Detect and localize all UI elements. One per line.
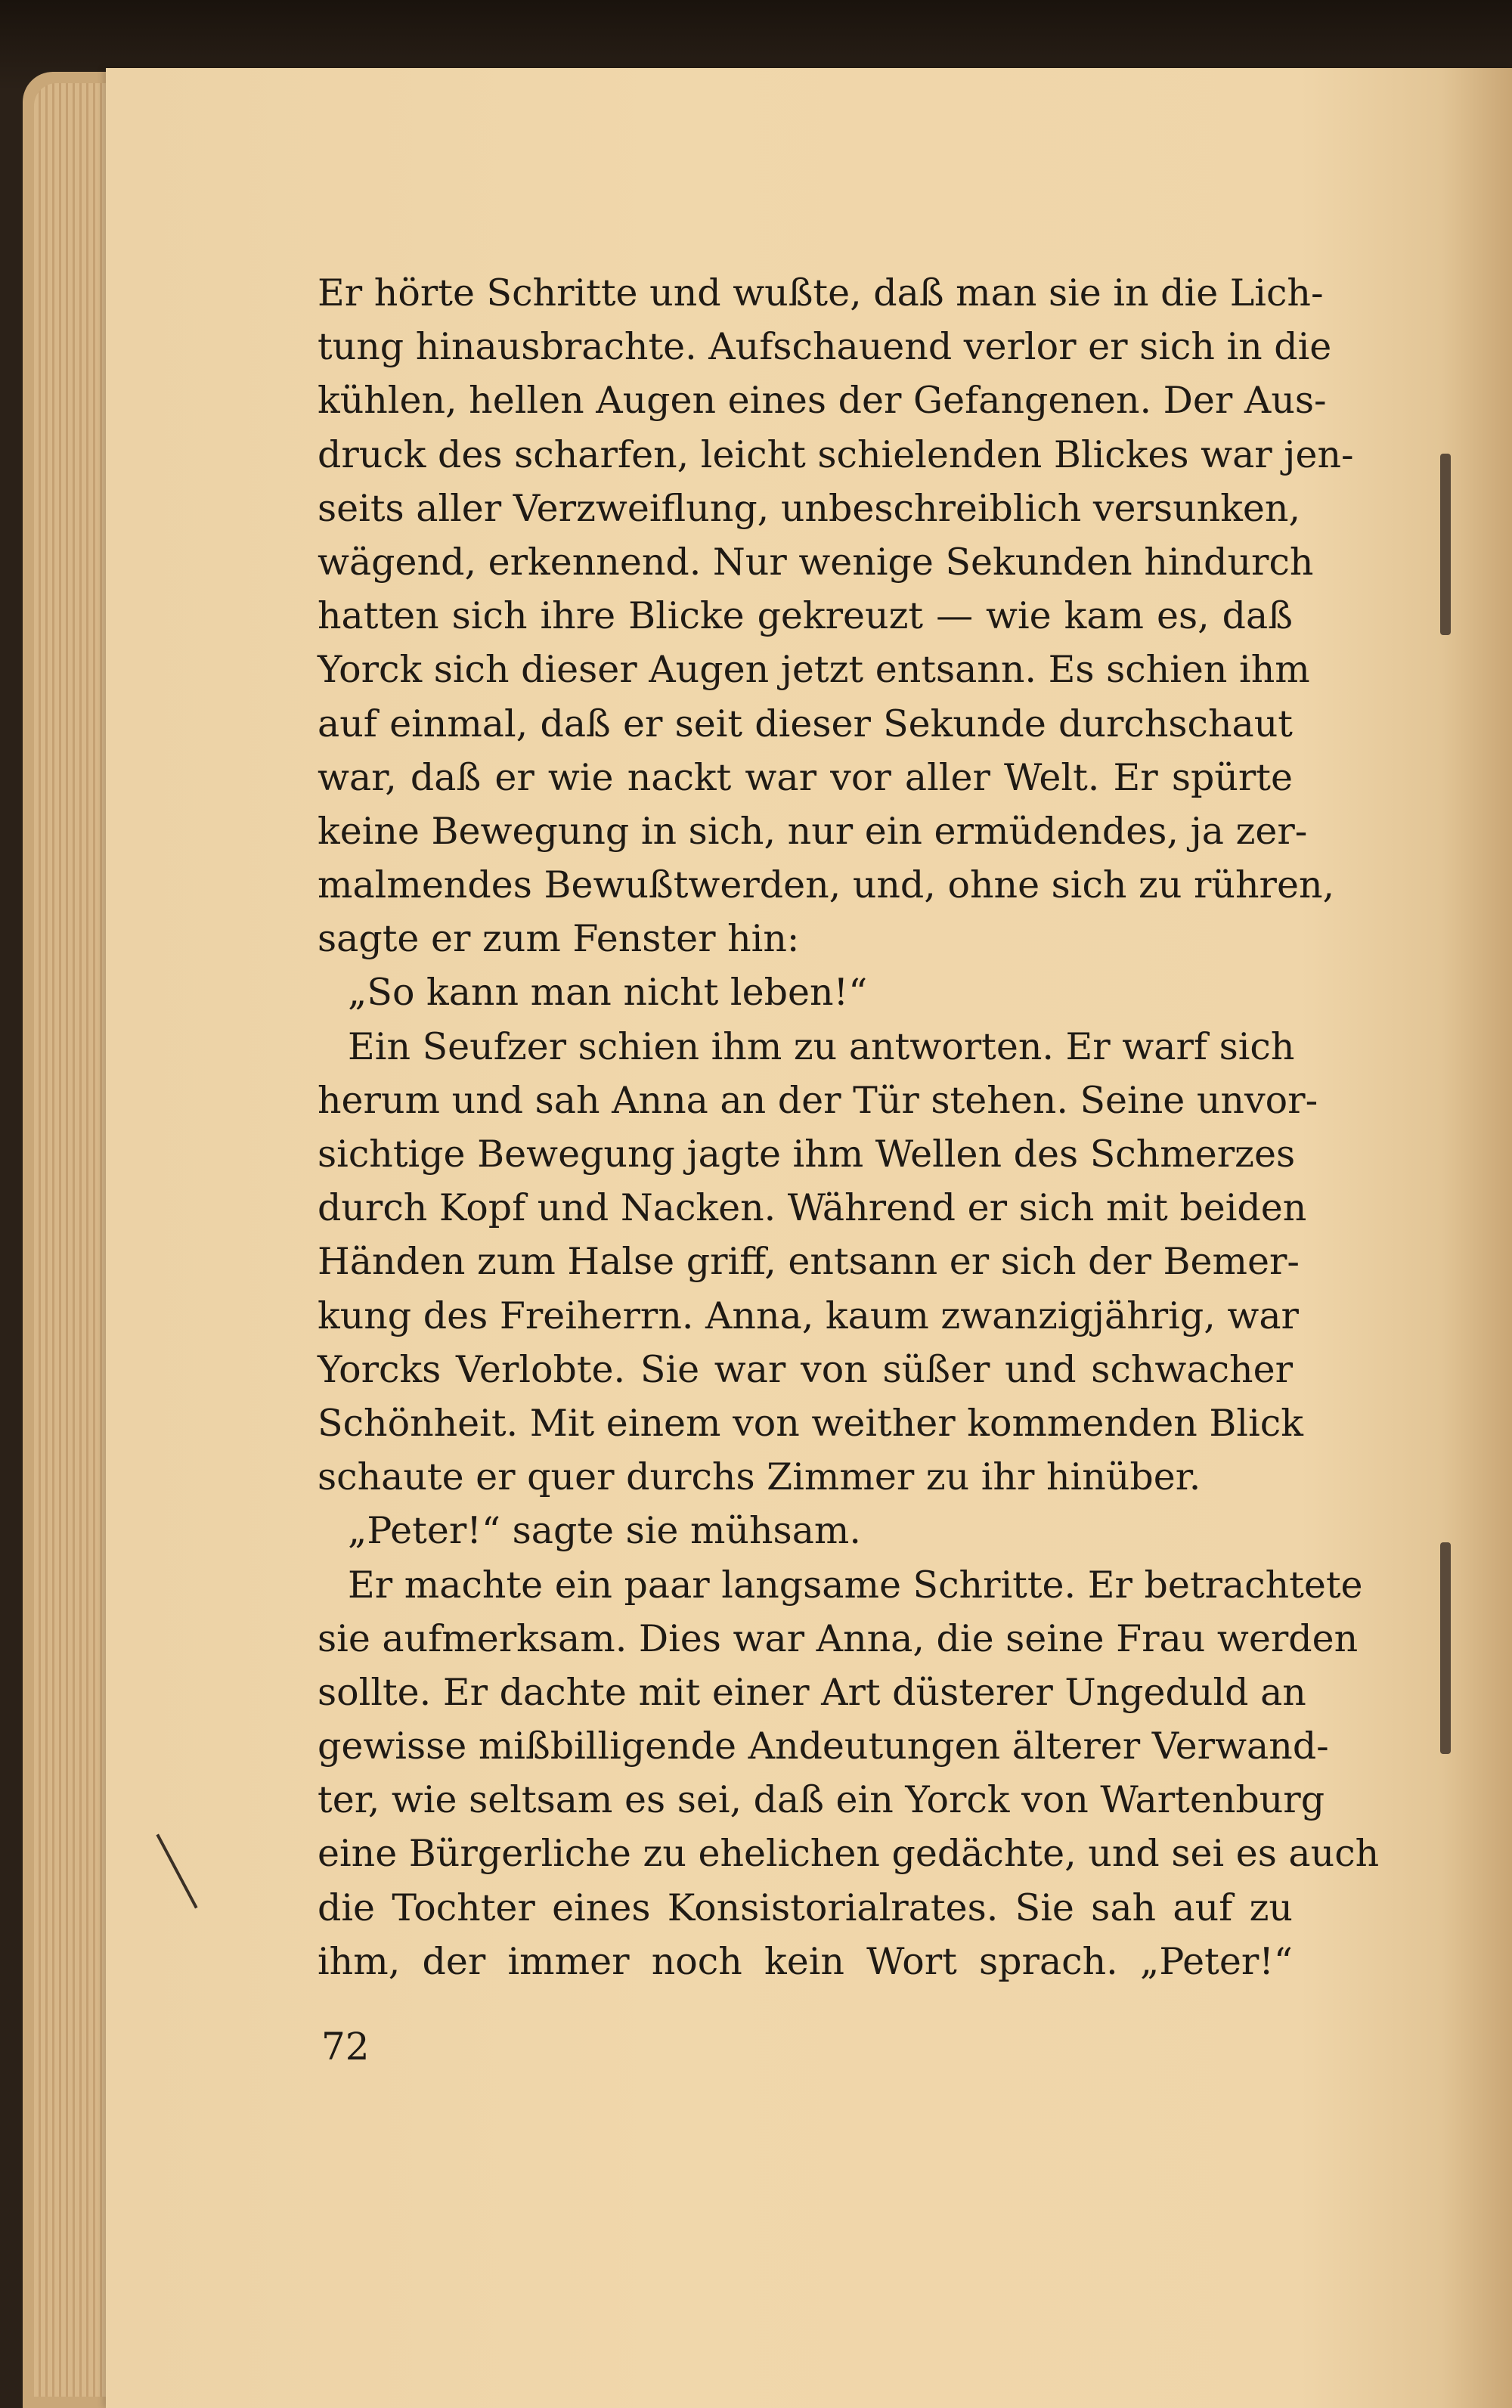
text-line: druck des scharfen, leicht schielenden Blickes war jen- [318, 432, 1354, 476]
text-line: gewisse mißbilligende Andeutungen älterer Verwand- [318, 1725, 1329, 1768]
text-line: tung hinausbrachte. Aufschauend verlor er sich in die [318, 325, 1332, 369]
text-line: seits aller Verzweiflung, unbeschreiblich versunken, [318, 486, 1301, 530]
text-line: ter, wie seltsam es sei, daß ein Yorck von Wartenburg [318, 1778, 1325, 1822]
text-line: schaute er quer durchs Zimmer zu ihr hinüber. [318, 1455, 1201, 1499]
text-line: die Tochter eines Konsistorialrates. Sie sah auf zu [318, 1886, 1293, 1929]
text-line: sollte. Er dachte mit einer Art düsterer Ungeduld an [318, 1670, 1306, 1714]
text-line: Schönheit. Mit einem von weither kommenden Blick [318, 1401, 1303, 1445]
text-line: herum und sah Anna an der Tür stehen. Seine unvor- [318, 1078, 1318, 1122]
text-line: sichtige Bewegung jagte ihm Wellen des Schmerzes [318, 1133, 1296, 1176]
body-text [318, 266, 1380, 1988]
text-line: sie aufmerksam. Dies war Anna, die seine Frau werden [318, 1616, 1359, 1660]
text-line: durch Kopf und Nacken. Während er sich mit beiden [318, 1186, 1307, 1230]
text-line: kung des Freiherrn. Anna, kaum zwanzigjährig, war [318, 1294, 1299, 1337]
text-line: Händen zum Halse griff, entsann er sich der Bemer- [318, 1240, 1300, 1284]
text-line: hatten sich ihre Blicke gekreuzt — wie kam es, daß [318, 594, 1293, 638]
text-line: keine Bewegung in sich, nur ein ermüdendes, ja zer- [318, 809, 1308, 853]
text-line: war, daß er wie nackt war vor aller Welt. Er spürte [318, 755, 1293, 799]
text-line: Yorck sich dieser Augen jetzt entsann. Es schien ihm [318, 648, 1310, 692]
text-line: „Peter!“ sagte sie mühsam. [348, 1509, 861, 1553]
text-line: Yorcks Verlobte. Sie war von süßer und schwacher [318, 1347, 1293, 1391]
text-line: malmendes Bewußtwerden, und, ohne sich zu rühren, [318, 863, 1335, 907]
page-edges [34, 83, 117, 2397]
text-line: wägend, erkennend. Nur wenige Sekunden hindurch [318, 540, 1314, 584]
text-line: ihm, der immer noch kein Wort sprach. „Peter!“ [318, 1939, 1293, 1983]
binding-thread [1440, 1542, 1451, 1754]
binding-thread [1440, 454, 1451, 635]
page-number: 72 [321, 2025, 370, 2069]
text-line: eine Bürgerliche zu ehelichen gedächte, und sei es auch [318, 1832, 1380, 1876]
text-line: Er hörte Schritte und wußte, daß man sie in die Lich- [318, 271, 1324, 315]
text-line: auf einmal, daß er seit dieser Sekunde durchschaut [318, 702, 1293, 745]
text-line: Ein Seufzer schien ihm zu antworten. Er warf sich [348, 1024, 1295, 1068]
text-line: kühlen, hellen Augen eines der Gefangenen. Der Aus- [318, 379, 1327, 423]
text-line: Er machte ein paar langsame Schritte. Er betrachtete [348, 1563, 1363, 1607]
text-line: „So kann man nicht leben!“ [348, 971, 868, 1015]
text-line: sagte er zum Fenster hin: [318, 917, 800, 961]
